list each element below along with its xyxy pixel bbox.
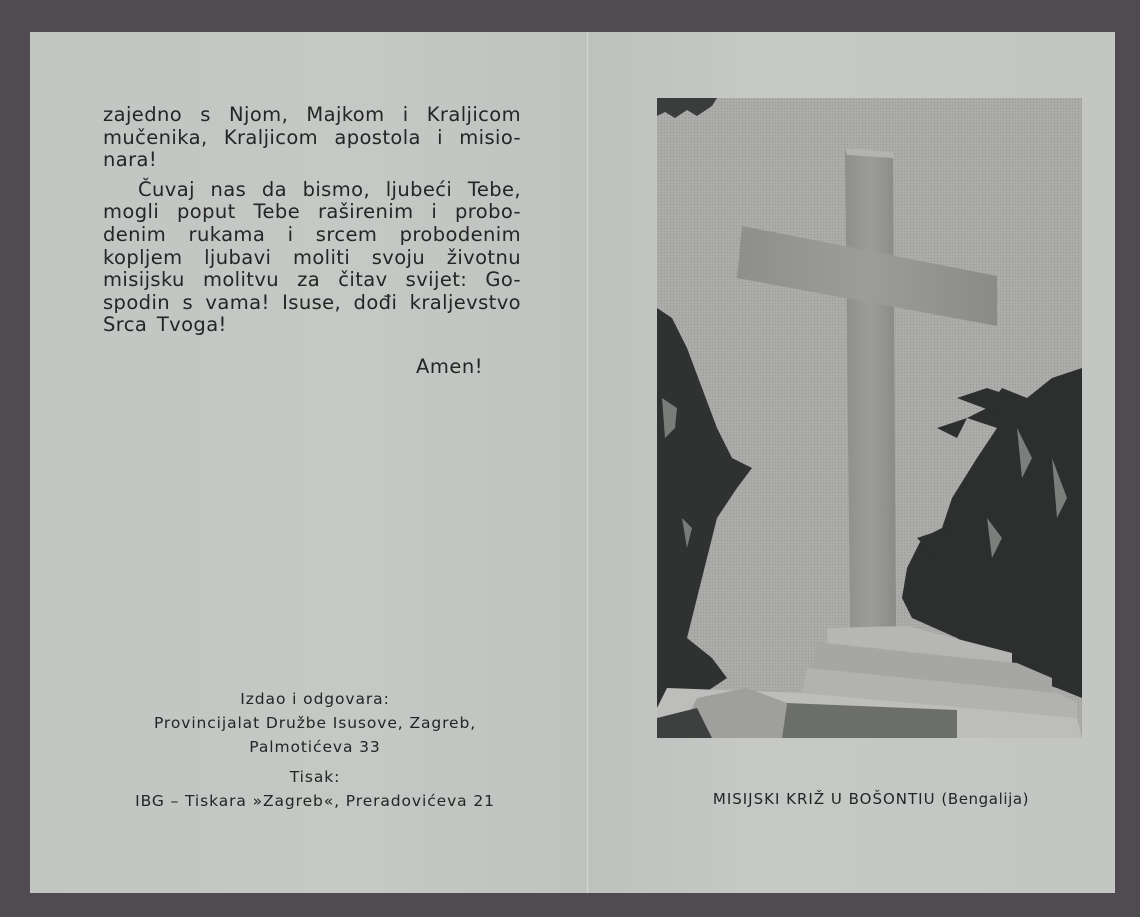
- prayer-closing: Amen!: [416, 355, 484, 378]
- prayer-line: denim rukama i srcem probodenim: [103, 222, 521, 246]
- publisher-address: Palmotićeva 33: [249, 738, 381, 756]
- right-page: [589, 32, 1115, 893]
- prayer-line: zajedno s Njom, Majkom i Kraljicom: [103, 103, 521, 126]
- caption-title: MISIJSKI KRIŽ U BOŠONTIU: [712, 790, 936, 808]
- publisher-label: Izdao i odgovara:: [240, 690, 390, 708]
- printer-name: IBG – Tiskara »Zagreb«, Preradovićeva 21: [135, 792, 495, 810]
- prayer-card: [30, 32, 1115, 893]
- photo-caption: [666, 790, 1076, 808]
- prayer-line: kopljem ljubavi moliti svoju životnu: [103, 245, 521, 269]
- cross-photo: [657, 98, 1082, 738]
- prayer-line: spodin s vama! Isuse, dođi kraljevstvo: [103, 290, 521, 314]
- printer-label: Tisak:: [289, 768, 341, 786]
- caption-region: (Bengalija): [941, 790, 1030, 808]
- prayer-line: misijsku molitvu za čitav svijet: Go-: [103, 268, 521, 292]
- prayer-line: mučenika, Kraljicom apostola i misio-: [103, 125, 521, 149]
- prayer-line: Čuvaj nas da bismo, ljubeći Tebe,: [138, 177, 521, 201]
- prayer-text: [103, 104, 521, 337]
- prayer-line: Srca Tvoga!: [103, 313, 227, 337]
- cross-photo-illustration: [657, 98, 1082, 738]
- prayer-line: nara!: [103, 148, 158, 172]
- left-page: [30, 32, 587, 893]
- publisher-name: Provincijalat Družbe Isusove, Zagreb,: [153, 714, 477, 732]
- imprint: [90, 687, 540, 813]
- prayer-line: mogli poput Tebe raširenim i probo-: [103, 200, 521, 224]
